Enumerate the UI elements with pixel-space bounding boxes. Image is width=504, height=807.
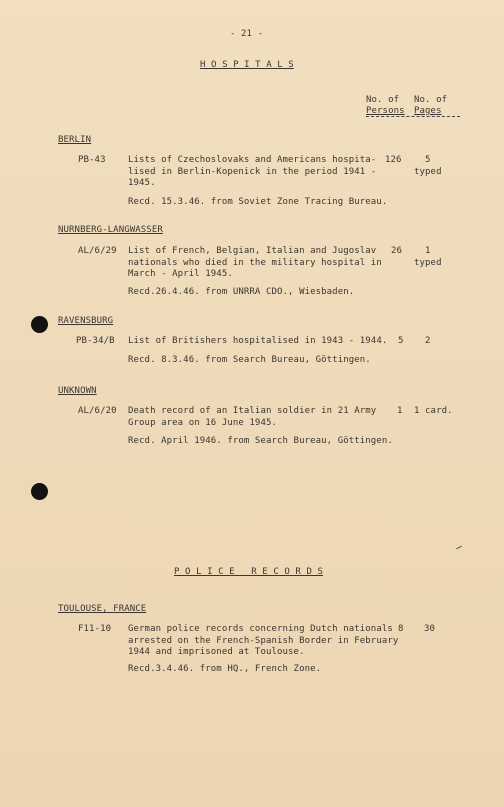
received-note: Recd. April 1946. from Search Bureau, Göttingen. — [128, 436, 393, 446]
pages-count: 30 — [424, 624, 436, 634]
record-description: Death record of an Italian soldier in 21 Army Group area on 16 June 1945. — [128, 406, 377, 428]
column-header-persons: No. of Persons — [366, 95, 405, 116]
received-note: Recd. 8.3.46. from Search Bureau, Göttingen. — [128, 355, 371, 365]
record-reference: PB-34/B — [76, 336, 115, 346]
place-heading: BERLIN — [58, 135, 92, 145]
record-description: Lists of Czechoslovaks and Americans hospita- lised in Berlin-Kopenick in the period 1941 - 1945. — [128, 155, 377, 188]
persons-count: 5 — [398, 336, 404, 346]
received-note: Recd.26.4.46. from UNRRA CDO., Wiesbaden. — [128, 287, 355, 297]
record-description: List of French, Belgian, Italian and Jugoslav nationals who died in the military hospital in March - April 1945. — [128, 246, 382, 279]
record-reference: F11-10 — [78, 624, 112, 634]
persons-count: 8 — [398, 624, 404, 634]
place-heading: TOULOUSE, FRANCE — [58, 604, 147, 614]
record-description: List of Britishers hospitalised in 1943 - 1944. — [128, 336, 388, 346]
police-records-heading: P O L I C E R E C O R D S — [174, 567, 323, 577]
pages-count: 1 card. — [414, 406, 453, 416]
record-reference: AL/6/29 — [78, 246, 117, 256]
place-heading: UNKNOWN — [58, 386, 97, 396]
record-reference: PB-43 — [78, 155, 106, 165]
pages-count: 2 — [425, 336, 431, 346]
record-reference: AL/6/20 — [78, 406, 117, 416]
persons-count: 1 — [397, 406, 403, 416]
persons-count: 26 — [391, 246, 403, 256]
pages-count: 5 typed — [414, 155, 442, 177]
received-note: Recd.3.4.46. from HQ., French Zone. — [128, 664, 322, 674]
margin-mark — [456, 546, 462, 549]
hospitals-heading: H O S P I T A L S — [200, 60, 294, 70]
pages-count: 1 typed — [414, 246, 442, 268]
punch-hole — [31, 483, 48, 500]
record-description: German police records concerning Dutch nationals arrested on the French-Spanish Border in February 1944 and imprisoned at Toulouse. — [128, 624, 399, 657]
place-heading: NURNBERG-LANGWASSER — [58, 225, 163, 235]
persons-count: 126 — [385, 155, 402, 165]
page-number: - 21 - — [230, 29, 264, 39]
column-header-pages: No. of Pages — [414, 95, 448, 116]
punch-hole — [31, 316, 48, 333]
received-note: Recd. 15.3.46. from Soviet Zone Tracing Bureau. — [128, 197, 388, 207]
place-heading: RAVENSBURG — [58, 316, 114, 326]
column-header-rule — [366, 116, 460, 117]
